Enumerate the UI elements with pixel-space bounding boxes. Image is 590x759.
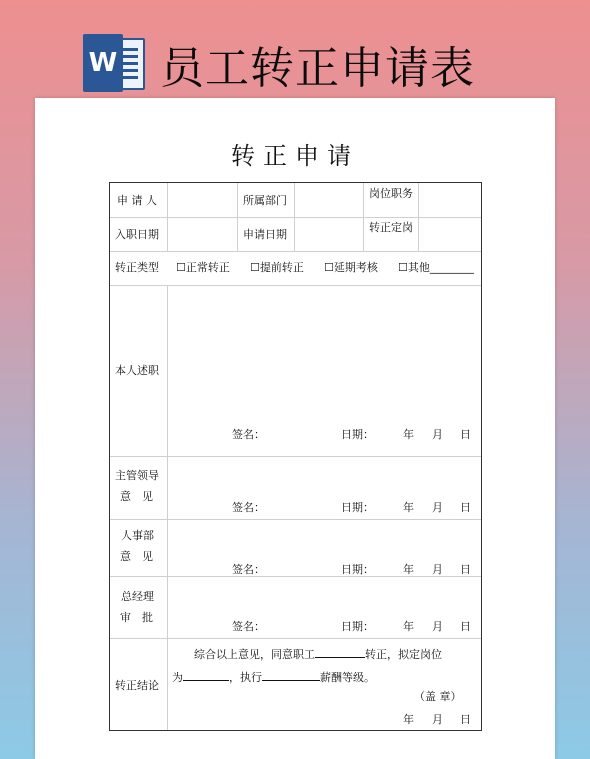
month-label: 月: [432, 713, 443, 726]
year-label: 年: [403, 713, 414, 726]
row-divider: [110, 456, 481, 457]
position-label: 岗位职务: [369, 187, 413, 200]
position-blank[interactable]: [183, 669, 229, 681]
application-form-table: [109, 182, 482, 731]
row-divider: [110, 217, 481, 218]
hire-date-label: 入职日期: [115, 228, 159, 241]
month-label: 月: [432, 428, 443, 441]
day-label: 日: [460, 713, 471, 726]
employee-name-blank[interactable]: [315, 646, 365, 658]
date-label: 日期：: [341, 563, 374, 576]
column-divider: [167, 285, 168, 730]
row-divider: [110, 519, 481, 520]
header-title: 员工转正申请表: [160, 43, 475, 94]
conclusion-label: 转正结论: [115, 679, 159, 692]
signature-label: 签名：: [232, 428, 265, 441]
applicant-label: 申 请 人: [117, 194, 157, 207]
signature-label: 签名：: [232, 501, 265, 514]
month-label: 月: [432, 620, 443, 633]
type-label: 转正类型: [115, 261, 159, 274]
month-label: 月: [432, 501, 443, 514]
department-field[interactable]: [294, 187, 363, 213]
row-divider: [110, 285, 481, 286]
type-option-extended[interactable]: ☐延期考核: [324, 261, 378, 274]
apply-date-field[interactable]: [294, 221, 363, 247]
conclusion-line-2: 为 ，执行 薪酬等级。: [172, 671, 375, 684]
date-label: 日期：: [341, 620, 374, 633]
hire-date-field[interactable]: [167, 221, 237, 247]
year-label: 年: [403, 563, 414, 576]
type-option-normal[interactable]: ☐正常转正: [176, 261, 230, 274]
position-field[interactable]: [418, 187, 481, 213]
gm-label-approve: 审 批: [120, 611, 153, 624]
confirm-position-field[interactable]: [418, 221, 481, 247]
type-option-early[interactable]: ☐提前转正: [250, 261, 304, 274]
signature-label: 签名：: [232, 563, 265, 576]
column-divider: [363, 183, 364, 251]
conclusion-line-1: 综合以上意见，同意职工 转正，拟定岗位: [194, 648, 442, 661]
hr-label: 人事部: [121, 529, 154, 542]
document-title: 转正申请: [231, 142, 359, 170]
document-page: [35, 98, 555, 759]
stamp-label: （盖 章）: [414, 690, 462, 703]
supervisor-label: 主管领导: [115, 469, 159, 482]
row-divider: [110, 251, 481, 252]
word-document-icon: [83, 34, 147, 92]
confirm-position-label: 转正定岗: [369, 221, 413, 234]
apply-date-label: 申请日期: [243, 228, 287, 241]
year-label: 年: [403, 501, 414, 514]
day-label: 日: [460, 501, 471, 514]
hr-label-opinion: 意 见: [120, 550, 153, 563]
gm-label: 总经理: [121, 590, 154, 603]
row-divider: [110, 638, 481, 639]
department-label: 所属部门: [243, 194, 287, 207]
day-label: 日: [460, 428, 471, 441]
salary-level-blank[interactable]: [262, 669, 320, 681]
page-header: [0, 28, 590, 98]
row-divider: [110, 576, 481, 577]
date-label: 日期：: [341, 501, 374, 514]
day-label: 日: [460, 620, 471, 633]
year-label: 年: [403, 428, 414, 441]
self-report-textarea[interactable]: [170, 289, 478, 419]
word-letter-badge: W: [83, 34, 123, 92]
date-label: 日期：: [341, 428, 374, 441]
day-label: 日: [460, 563, 471, 576]
year-label: 年: [403, 620, 414, 633]
applicant-field[interactable]: [167, 187, 237, 213]
supervisor-label-opinion: 意 见: [120, 490, 153, 503]
self-report-label: 本人述职: [115, 364, 159, 377]
column-divider: [237, 183, 238, 251]
signature-label: 签名：: [232, 620, 265, 633]
month-label: 月: [432, 563, 443, 576]
type-option-other[interactable]: ☐其他________: [398, 261, 474, 274]
